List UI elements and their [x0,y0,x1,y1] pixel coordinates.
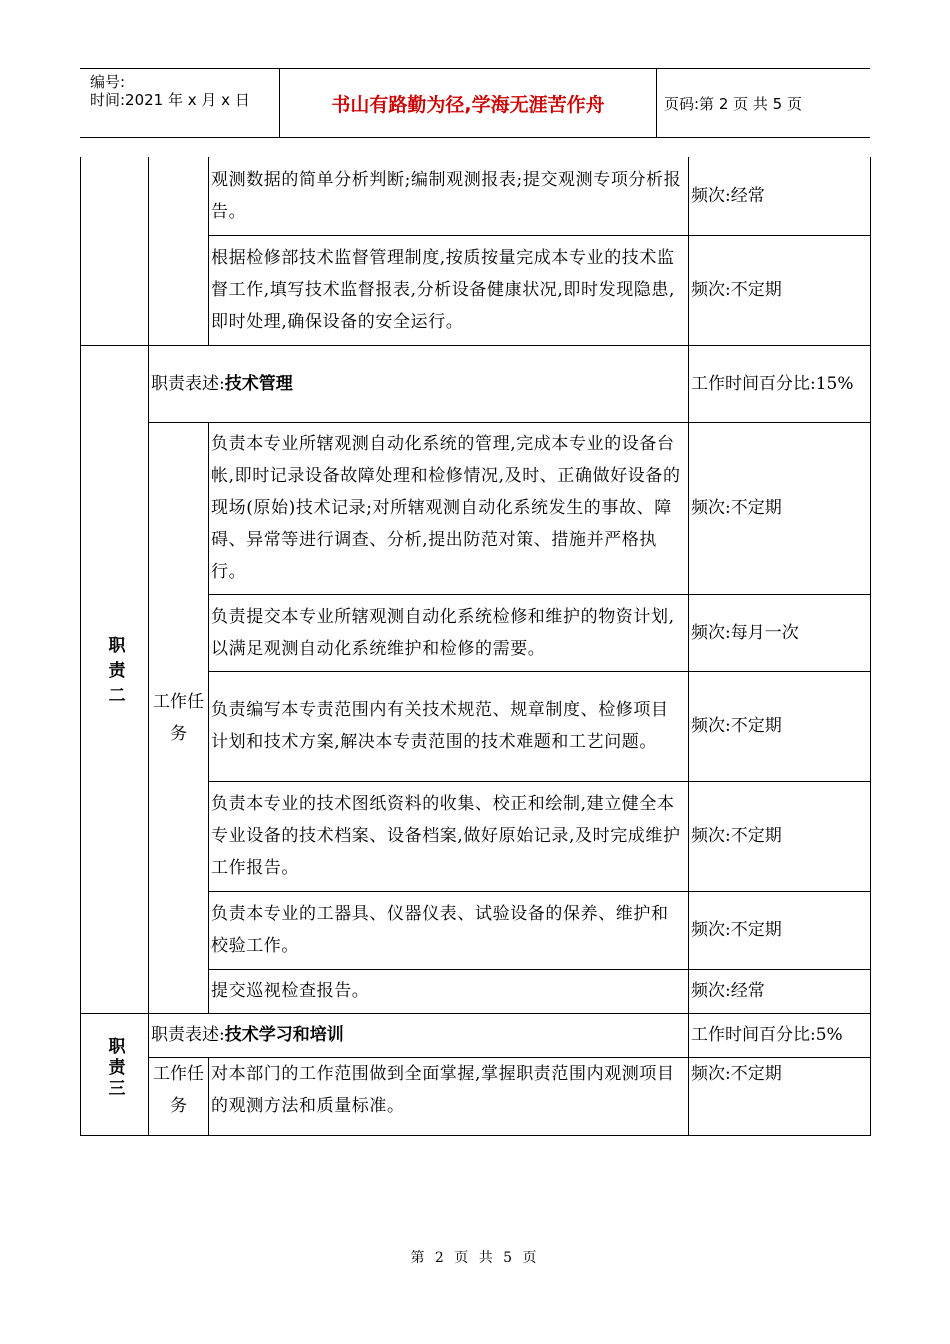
document-number: 编号: [90,73,126,91]
task-frequency: 频次:经常 [689,969,871,1013]
header-page-number: 页码:第 2 页 共 5 页 [664,94,802,113]
duty-statement [149,1013,689,1057]
task-text: 负责编写本专责范围内有关技术规范、规章制度、检修项目计划和技术方案,解决本专责范围的技术难题和工艺问题。 [209,671,689,781]
task-label-cell-empty [149,157,209,345]
task-frequency: 频次:不定期 [689,235,871,345]
duty-statement-prefix: 职责表述: [151,373,225,394]
task-frequency: 频次:不定期 [689,891,871,969]
task-text: 观测数据的简单分析判断;编制观测报表;提交观测专项分析报告。 [209,157,689,235]
task-frequency: 频次:不定期 [689,1057,871,1135]
table-row [81,422,871,594]
duty-statement [149,345,689,422]
task-label: 工作任务 [149,422,209,1013]
task-text: 根据检修部技术监督管理制度,按质按量完成本专业的技术监督工作,填写技术监督报表,分析设备健康状况,即时发现隐患,即时处理,确保设备的安全运行。 [209,235,689,345]
task-text: 负责本专业的技术图纸资料的收集、校正和绘制,建立健全本专业设备的技术档案、设备档案,做好原始记录,及时完成维护工作报告。 [209,781,689,891]
duty-label [81,345,149,1013]
duty-label-cell-empty [81,157,149,345]
page-footer: 第 2 页 共 5 页 [410,1250,540,1266]
time-percent: 工作时间百分比:15% [689,345,871,422]
duty-statement-row [81,345,871,422]
duty-label-text: 职责二 [104,636,125,711]
task-frequency: 频次:每月一次 [689,594,871,671]
task-text: 对本部门的工作范围做到全面掌握,掌握职责范围内观测项目的观测方法和质量标准。 [209,1057,689,1135]
time-percent: 工作时间百分比:5% [689,1013,871,1057]
document-date: 时间:2021 年 x 月 x 日 [90,91,250,109]
task-text: 负责本专业所辖观测自动化系统的管理,完成本专业的设备台帐,即时记录设备故障处理和检修情况,及时、正确做好设备的现场(原始)技术记录;对所辖观测自动化系统发生的事故、障碍、异常等进行调查、分析,提出防范对策、措施并严格执行。 [209,422,689,594]
task-frequency: 频次:不定期 [689,781,871,891]
table-row [81,1057,871,1135]
duty-label [81,1013,149,1135]
duty-label-text: 职责三 [104,1037,125,1100]
task-frequency: 频次:经常 [689,157,871,235]
duty-table [80,157,871,1136]
task-text: 负责提交本专业所辖观测自动化系统检修和维护的物资计划,以满足观测自动化系统维护和检修的需要。 [209,594,689,671]
task-text: 负责本专业的工器具、仪器仪表、试验设备的保养、维护和校验工作。 [209,891,689,969]
task-text: 提交巡视检查报告。 [209,969,689,1013]
duty-statement-title: 技术管理 [224,373,293,394]
table-row [81,157,871,235]
duty-statement-row [81,1013,871,1057]
header-motto: 书山有路勤为径,学海无涯苦作舟 [280,69,657,137]
task-frequency: 频次:不定期 [689,422,871,594]
task-label: 工作任务 [149,1057,209,1135]
page-header [80,68,870,138]
header-meta [80,69,280,137]
duty-statement-prefix: 职责表述: [151,1025,225,1045]
duty-statement-title: 技术学习和培训 [224,1025,344,1045]
task-frequency: 频次:不定期 [689,671,871,781]
